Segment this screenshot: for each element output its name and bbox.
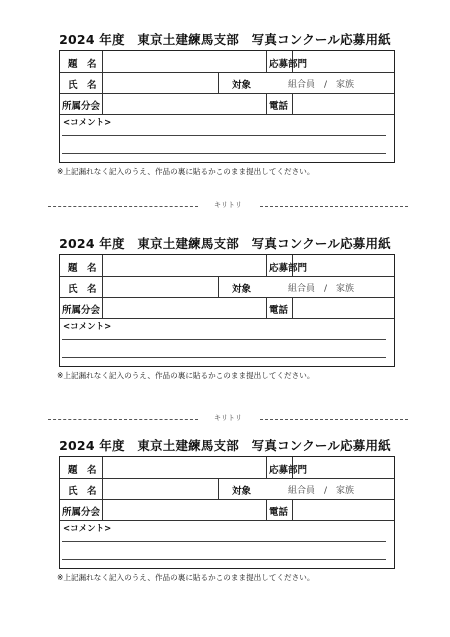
branch-field[interactable] — [103, 94, 265, 114]
form-table — [59, 456, 395, 569]
cut-line — [48, 200, 408, 212]
submission-note: ※上記漏れなく記入のうえ、作品の裏に貼るかこのまま提出してください。 — [57, 371, 315, 380]
comment-label: <コメント> — [63, 524, 112, 534]
title-label: 題 名 — [68, 465, 97, 476]
phone-field[interactable] — [293, 500, 393, 520]
comment-line — [62, 153, 386, 154]
submission-note: ※上記漏れなく記入のうえ、作品の裏に貼るかこのまま提出してください。 — [57, 167, 315, 176]
comment-line — [62, 541, 386, 542]
form-table — [59, 254, 395, 367]
title-field[interactable] — [103, 255, 265, 276]
target-options[interactable]: 組合員 / 家族 — [288, 486, 355, 496]
name-label: 氏 名 — [68, 80, 97, 91]
branch-label: 所属分会 — [62, 507, 101, 518]
branch-field[interactable] — [103, 500, 265, 520]
comment-label: <コメント> — [63, 322, 112, 332]
submission-note: ※上記漏れなく記入のうえ、作品の裏に貼るかこのまま提出してください。 — [57, 573, 315, 582]
target-options[interactable]: 組合員 / 家族 — [288, 80, 355, 90]
branch-label: 所属分会 — [62, 101, 101, 112]
title-field[interactable] — [103, 457, 265, 478]
category-field[interactable] — [293, 255, 393, 276]
comment-area[interactable] — [60, 318, 394, 366]
category-label: 応募部門 — [269, 59, 308, 70]
target-options[interactable]: 組合員 / 家族 — [288, 284, 355, 294]
target-label: 対象 — [232, 284, 252, 295]
cut-label: キリトリ — [214, 201, 242, 209]
form-title: 2024 年度 東京土建練馬支部 写真コンクール応募用紙 — [59, 438, 391, 453]
phone-field[interactable] — [293, 298, 393, 318]
cut-line — [48, 413, 408, 425]
phone-label: 電話 — [269, 507, 289, 518]
form-title: 2024 年度 東京土建練馬支部 写真コンクール応募用紙 — [59, 32, 391, 47]
name-label: 氏 名 — [68, 486, 97, 497]
phone-label: 電話 — [269, 101, 289, 112]
category-field[interactable] — [293, 457, 393, 478]
title-label: 題 名 — [68, 59, 97, 70]
name-field[interactable] — [103, 479, 217, 499]
branch-label: 所属分会 — [62, 305, 101, 316]
comment-line — [62, 357, 386, 358]
comment-line — [62, 135, 386, 136]
form-table — [59, 50, 395, 163]
name-label: 氏 名 — [68, 284, 97, 295]
category-label: 応募部門 — [269, 263, 308, 274]
comment-line — [62, 339, 386, 340]
cut-label: キリトリ — [214, 414, 242, 422]
comment-area[interactable] — [60, 520, 394, 568]
title-label: 題 名 — [68, 263, 97, 274]
form-title: 2024 年度 東京土建練馬支部 写真コンクール応募用紙 — [59, 236, 391, 251]
name-field[interactable] — [103, 277, 217, 297]
comment-area[interactable] — [60, 114, 394, 162]
phone-label: 電話 — [269, 305, 289, 316]
branch-field[interactable] — [103, 298, 265, 318]
target-label: 対象 — [232, 486, 252, 497]
category-label: 応募部門 — [269, 465, 308, 476]
target-label: 対象 — [232, 80, 252, 91]
comment-line — [62, 559, 386, 560]
title-field[interactable] — [103, 51, 265, 72]
phone-field[interactable] — [293, 94, 393, 114]
comment-label: <コメント> — [63, 118, 112, 128]
name-field[interactable] — [103, 73, 217, 93]
category-field[interactable] — [293, 51, 393, 72]
